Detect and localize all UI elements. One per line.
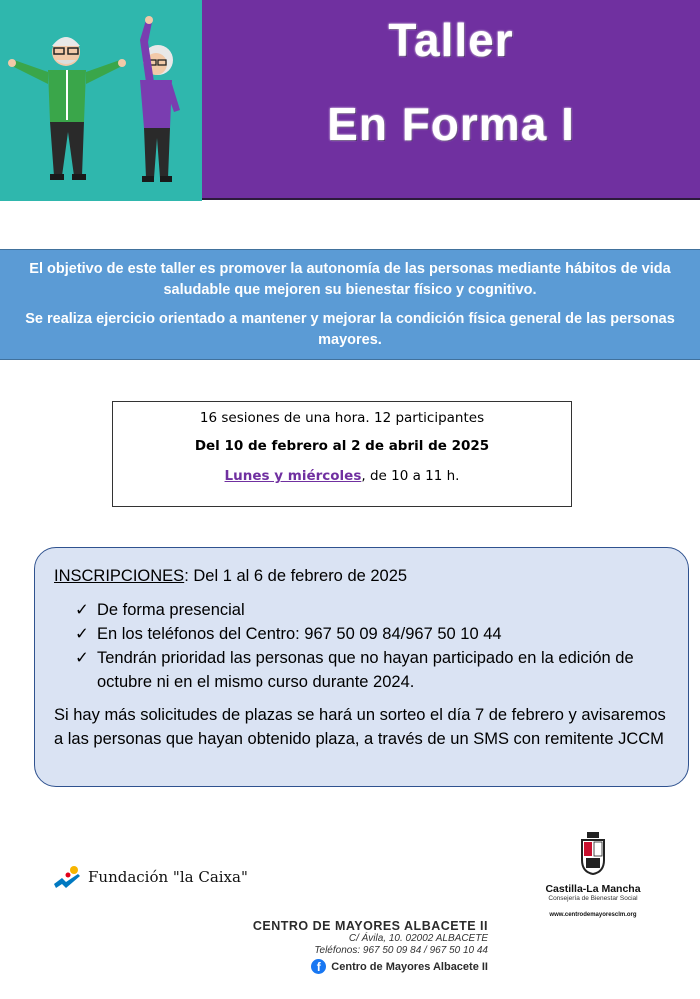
registration-box: [34, 547, 689, 787]
checkmark-icon: ✓: [75, 601, 89, 619]
clm-url: www.centrodemayoresclm.org: [549, 912, 637, 918]
centro-facebook: f Centro de Mayores Albacete II: [238, 959, 488, 974]
list-item: ✓ Tendrán prioridad las personas que no hayan participado en la edición de octubre ni en el mismo curso durante 2024.: [75, 646, 665, 694]
title-line-2: En Forma I: [327, 98, 575, 150]
time-text: , de 10 a 11 h.: [361, 468, 460, 484]
facebook-icon: f: [311, 959, 326, 974]
man-figure: [8, 37, 126, 180]
centro-address: C/ Ávila, 10. 02002 ALBACETE: [348, 933, 488, 944]
registration-heading: [54, 567, 407, 586]
checkmark-icon: ✓: [75, 649, 89, 667]
title-banner: [202, 0, 700, 200]
lottery-notice: Si hay más solicitudes de plazas se hará un sorteo el día 7 de febrero y avisaremos a las personas que hayan obtenido plaza, a través de un SMS con remitente JCCM: [54, 706, 666, 748]
days-text: Lunes y miércoles: [224, 468, 362, 484]
schedule-box: [112, 401, 572, 507]
days-time-line: [113, 468, 571, 484]
caixa-name: Fundación "la Caixa": [88, 868, 248, 886]
sessions-text: 16 sesiones de una hora. 12 participantes: [199, 410, 485, 426]
centro-phones: Teléfonos: 967 50 09 84 / 967 50 10 44: [314, 945, 488, 956]
centro-name: CENTRO DE MAYORES ALBACETE II: [252, 919, 488, 933]
dates-text: Del 10 de febrero al 2 de abril de 2025: [194, 438, 490, 454]
objective-paragraph-2: Se realiza ejercicio orientado a mantener y mejorar la condición física general de las personas mayores.: [25, 311, 675, 348]
objective-paragraph-1: El objetivo de este taller es promover la autonomía de las personas mediante hábitos de vida saludable que mejoren su bienestar físico y cognitivo.: [29, 261, 671, 298]
seniors-exercising-illustration: [0, 0, 202, 201]
objective-panel: [0, 249, 700, 360]
fundacion-la-caixa-logo: [52, 864, 248, 890]
clm-sub: Consejería de Bienestar Social: [548, 895, 638, 902]
list-item: ✓ En los teléfonos del Centro: 967 50 09 84/967 50 10 44: [75, 622, 665, 646]
caixa-star-icon: [52, 864, 82, 890]
title-line-1: Taller: [388, 14, 514, 66]
registration-dates: : Del 1 al 6 de febrero de 2025: [184, 567, 408, 585]
registration-list: [75, 598, 665, 694]
clm-name: Castilla-La Mancha: [545, 883, 641, 895]
list-item: ✓ De forma presencial: [75, 598, 665, 622]
clm-crest-icon: [578, 832, 608, 876]
castilla-la-mancha-logo: [538, 832, 648, 918]
registration-label: INSCRIPCIONES: [54, 567, 185, 585]
woman-figure: [140, 16, 180, 182]
centro-footer: [238, 919, 488, 974]
checkmark-icon: ✓: [75, 625, 89, 643]
